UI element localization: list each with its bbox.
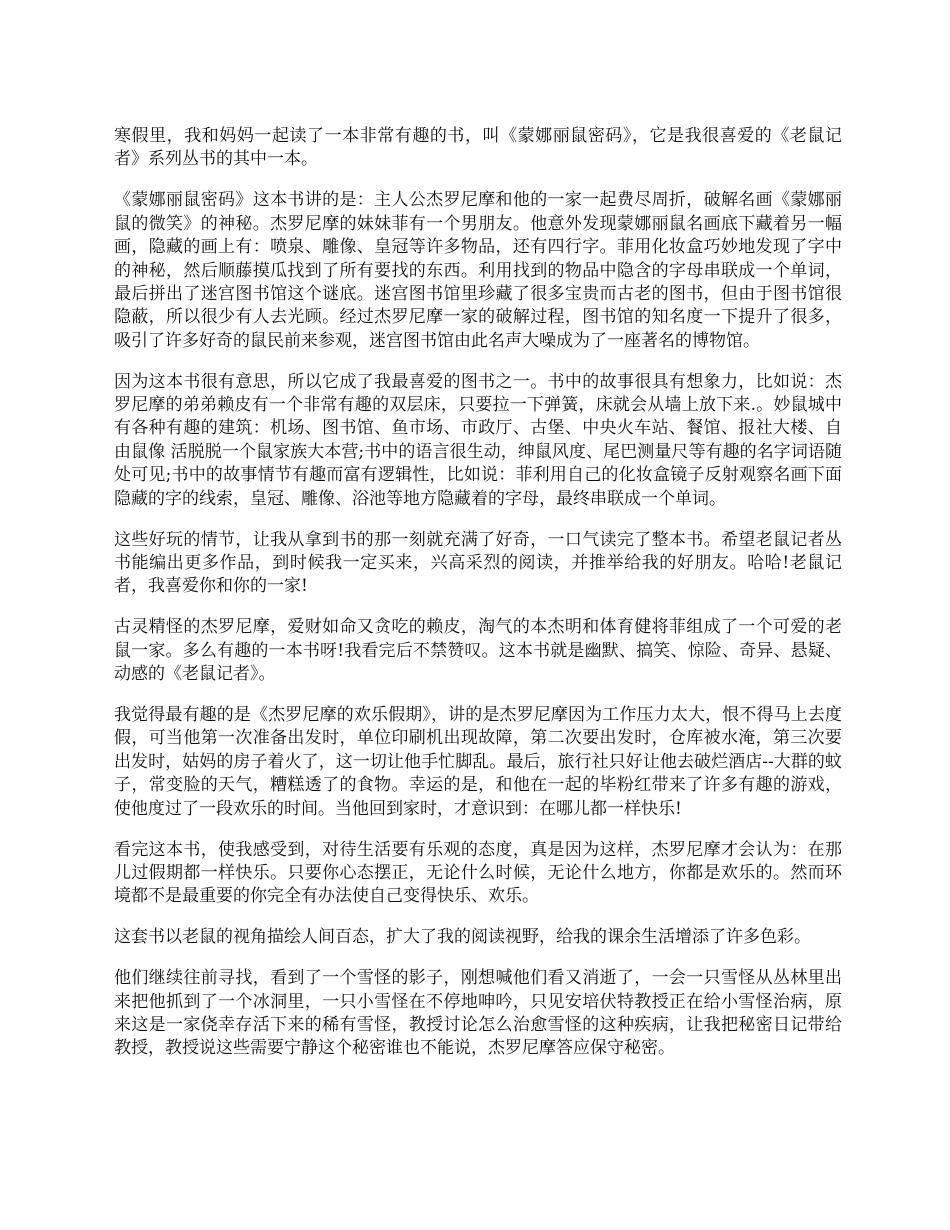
paragraph: 这套书以老鼠的视角描绘人间百态，扩大了我的阅读视野，给我的课余生活增添了许多色彩。: [114, 927, 811, 948]
paragraph: 古灵精怪的杰罗尼摩，爱财如命又贪吃的赖皮，淘气的本杰明和体育健将菲组成了一个可爱的老鼠一家。多么有趣的一本书呀!我看完后不禁赞叹。这本书就是幽默、搞笑、惊险、奇异、悬疑、动感的《老鼠记者》。: [114, 617, 842, 685]
document-body: [114, 125, 842, 1078]
paragraph: 我觉得最有趣的是《杰罗尼摩的欢乐假期》，讲的是杰罗尼摩因为工作压力太大，恨不得马上去度假，可当他第一次准备出发时，单位印刷机出现故障，第二次要出发时，仓库被水淹，第三次要出发时，姑妈的房子着火了，这一切让他手忙脚乱。最后，旅行社只好让他去破烂酒店--大群的蚊子，常变脸的天气，糟糕透了的食物。幸运的是，和他在一起的毕粉红带来了许多有趣的游戏，使他度过了一段欢乐的时间。当他回到家时，才意识到：在哪儿都一样快乐!: [114, 705, 842, 819]
paragraph: 寒假里，我和妈妈一起读了一本非常有趣的书，叫《蒙娜丽鼠密码》，它是我很喜爱的《老鼠记者》系列丛书的其中一本。: [114, 126, 842, 170]
paragraph: 《蒙娜丽鼠密码》这本书讲的是：主人公杰罗尼摩和他的一家一起费尽周折，破解名画《蒙娜丽鼠的微笑》的神秘。杰罗尼摩的妹妹菲有一个男朋友。他意外发现蒙娜丽鼠名画底下藏着另一幅画，隐藏的画上有：喷泉、雕像、皇冠等许多物品，还有四行字。菲用化妆盒巧妙地发现了字中的神秘，然后顺藤摸瓜找到了所有要找的东西。利用找到的物品中隐含的字母串联成一个单词，最后拼出了迷宫图书馆这个谜底。迷宫图书馆里珍藏了很多宝贵而古老的图书，但由于图书馆很隐蔽，所以很少有人去光顾。经过杰罗尼摩一家的破解过程，图书馆的知名度一下提升了很多，吸引了许多好奇的鼠民前来参观，迷宫图书馆由此名声大噪成为了一座著名的博物馆。: [114, 190, 842, 351]
paragraph: 他们继续往前寻找，看到了一个雪怪的影子，刚想喊他们看又消逝了，一会一只雪怪从丛林里出来把他抓到了一个冰洞里，一只小雪怪在不停地呻吟，只见安培伏特教授正在给小雪怪治病，原来这是一家侥幸存活下来的稀有雪怪，教授讨论怎么治愈雪怪的这种疾病，让我把秘密日记带给教授，教授说这些需要宁静这个秘密谁也不能说，杰罗尼摩答应保守秘密。: [114, 968, 842, 1059]
paragraph: 看完这本书，使我感受到，对待生活要有乐观的态度，真是因为这样，杰罗尼摩才会认为：在那儿过假期都一样快乐。只要你心态摆正，无论什么时候，无论什么地方，你都是欢乐的。然而环境都不是最重要的你完全有办法使自己变得快乐、欢乐。: [114, 839, 842, 907]
paragraph: 这些好玩的情节，让我从拿到书的那一刻就充满了好奇，一口气读完了整本书。希望老鼠记者丛书能编出更多作品，到时候我一定买来，兴高采烈的阅读，并推举给我的好朋友。哈哈!老鼠记者，我喜爱你和你的一家!: [114, 529, 842, 597]
paragraph: 因为这本书很有意思，所以它成了我最喜爱的图书之一。书中的故事很具有想象力，比如说：杰罗尼摩的弟弟赖皮有一个非常有趣的双层床，只要拉一下弹簧，床就会从墙上放下来.。妙鼠城中有各种有趣的建筑：机场、图书馆、鱼市场、市政厅、古堡、中央火车站、餐馆、报社大楼、自由鼠像 活脱脱一个鼠家族大本营;书中的语言很生动，绅鼠风度、尾巴测量尺等有趣的名字词语随处可见;书中的故事情节有趣而富有逻辑性，比如说：菲利用自己的化妆盒镜子反射观察名画下面隐藏的字的线索，皇冠、雕像、浴池等地方隐藏着的字母，最终串联成一个单词。: [114, 371, 842, 509]
